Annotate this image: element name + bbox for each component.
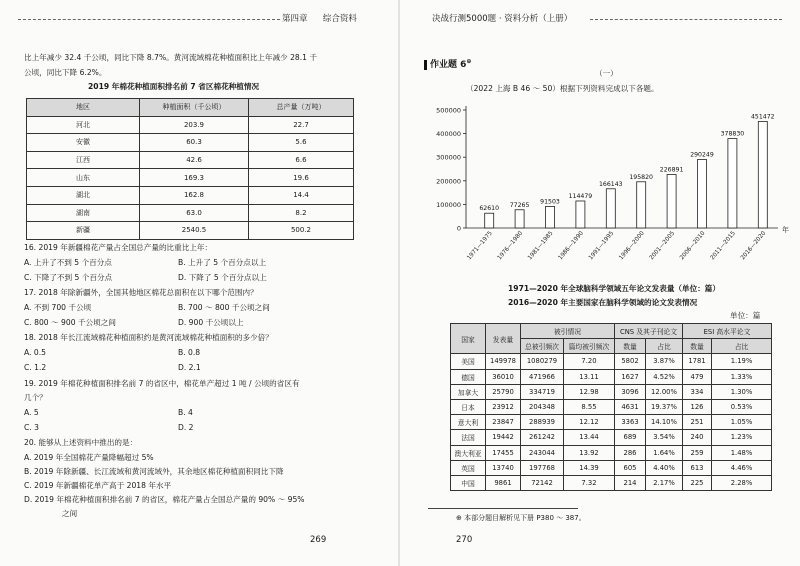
table-cell: 500.2	[249, 222, 354, 240]
table-cell: 19.37%	[646, 399, 683, 414]
q20-option-cont: 之间	[62, 509, 78, 518]
table-cell: 湖北	[27, 186, 140, 204]
table-cell: 安徽	[27, 134, 140, 152]
table-cell: 1080279	[521, 354, 564, 369]
x-tick-label: 2001—2005	[648, 230, 677, 262]
table-cell: 14.10%	[646, 415, 683, 430]
table-cell: 259	[683, 445, 712, 460]
table-row	[27, 151, 354, 169]
bar	[485, 213, 494, 228]
table-cell: 225	[683, 475, 712, 490]
table-cell: 5802	[615, 354, 646, 369]
col-header: 占比	[712, 339, 772, 354]
table-cell: 8.55	[564, 399, 615, 414]
table-cell: 1.33%	[712, 369, 772, 384]
table-cell: 14.39	[564, 460, 615, 475]
chart-caption: 1971—2020 年全球脑科学领域五年论文发表量（单位：篇）	[508, 284, 720, 293]
right-page	[400, 0, 800, 566]
table-row	[451, 369, 772, 384]
x-tick-label: 1971—1975	[466, 230, 494, 262]
table-cell: 3096	[615, 384, 646, 399]
x-tick-label: 1981—1985	[527, 230, 555, 262]
q20-option: A. 2019 年全国棉花产量降幅超过 5%	[24, 453, 154, 462]
footnote-mark: ⊕	[466, 58, 472, 65]
bar-value-label: 166143	[598, 180, 623, 188]
table-row	[27, 169, 354, 187]
table-cell: 2.17%	[646, 475, 683, 490]
table-cell: 3.87%	[646, 354, 683, 369]
q19-option: B. 4	[178, 408, 193, 417]
col-header: 地区	[27, 99, 140, 117]
section-title	[424, 56, 471, 71]
table-cell: 1.19%	[712, 354, 772, 369]
q17-stem: 17. 2018 年除新疆外，全国其他地区棉花总面积在以下哪个范围内？	[24, 288, 258, 297]
table-cell: 126	[683, 399, 712, 414]
table-row	[27, 116, 354, 134]
table-cell: 13.92	[564, 445, 615, 460]
country-table	[450, 323, 772, 491]
table-cell: 23847	[486, 415, 521, 430]
x-tick-label: 1976—1980	[496, 230, 525, 262]
col-header: 种植面积（千公顷）	[140, 99, 249, 117]
bar-value-label: 451472	[750, 113, 775, 121]
table-cell: 12.98	[564, 384, 615, 399]
table-header-row	[27, 99, 354, 117]
table-cell: 22.7	[249, 116, 354, 134]
table-cell: 江西	[27, 151, 140, 169]
table-row	[27, 204, 354, 222]
table-cell: 42.6	[140, 151, 249, 169]
table-row	[27, 134, 354, 152]
col-header: 数量	[683, 339, 712, 354]
table-cell: 4.46%	[712, 460, 772, 475]
table-cell: 德国	[451, 369, 486, 384]
q20-option: B. 2019 年除新疆、长江流域和黄河流域外，其余地区棉花种植面积同比下降	[24, 467, 284, 476]
footnote: ⊕ 本部分题目解析见下册 P380 ～ 387。	[456, 514, 586, 522]
table-cell: 13.11	[564, 369, 615, 384]
table-title: 2016—2020 年主要国家在脑科学领域的论文发表情况	[508, 298, 698, 307]
right-header: 决战行测5000题 · 资料分析（上册）	[432, 14, 573, 24]
section-bar-icon	[424, 60, 427, 70]
x-tick-label: 1991—1995	[588, 230, 616, 262]
table-cell: 3363	[615, 415, 646, 430]
col-header: 被引情况	[521, 324, 615, 339]
q16-option: D. 下降了 5 个百分点以上	[178, 273, 267, 282]
table-cell: 243044	[521, 445, 564, 460]
bar-value-label: 77265	[509, 201, 530, 209]
table-row	[451, 430, 772, 445]
paper-volume-chart	[400, 96, 800, 296]
table-cell: 19442	[486, 430, 521, 445]
table-cell: 605	[615, 460, 646, 475]
section-label: 综合资料	[322, 14, 357, 24]
section-title-text: 作业题 6	[430, 60, 467, 70]
table-cell: 471966	[521, 369, 564, 384]
bar-value-label: 91503	[540, 198, 560, 206]
table-cell: 湖南	[27, 204, 140, 222]
table-cell: 479	[683, 369, 712, 384]
table-cell: 英国	[451, 460, 486, 475]
header-rule	[590, 19, 782, 20]
table-cell: 334	[683, 384, 712, 399]
table-cell: 澳大利亚	[451, 445, 486, 460]
table-cell: 1781	[683, 354, 712, 369]
bar-value-label: 378830	[720, 130, 745, 138]
bar	[637, 182, 646, 228]
intro-line-2: 公顷，同比下降 6.2%。	[24, 68, 107, 77]
table-cell: 12.12	[564, 415, 615, 430]
y-tick-label: 300000	[436, 153, 461, 162]
col-header: ESI 高水平论文	[683, 324, 772, 339]
bar-value-label: 62610	[479, 205, 500, 213]
table-row	[451, 354, 772, 369]
q20-option: C. 2019 年新疆棉花单产高于 2018 年水平	[24, 481, 172, 490]
bar	[515, 210, 524, 228]
q18-option: D. 2.1	[178, 363, 201, 372]
table-cell: 7.20	[564, 354, 615, 369]
q19-option: D. 2	[178, 423, 194, 432]
q20-option: D. 2019 年棉花种植面积排名前 7 的省区，棉花产量占全国总产量的 90% ～ 95%	[24, 495, 305, 504]
table-cell: 1.64%	[646, 445, 683, 460]
table-cell: 2540.5	[140, 222, 249, 240]
table-cell: 新疆	[27, 222, 140, 240]
q19-stem: 19. 2019 年棉花种植面积排名前 7 的省区中，棉花单产超过 1 吨 / 公顷的省区有	[24, 379, 300, 388]
table-cell: 山东	[27, 169, 140, 187]
q17-option: D. 900 千公顷以上	[178, 318, 244, 327]
x-tick-label: 2006—2010	[679, 230, 707, 262]
table-cell: 13.44	[564, 430, 615, 445]
table-cell: 36010	[486, 369, 521, 384]
table-cell: 7.32	[564, 475, 615, 490]
table-cell: 1627	[615, 369, 646, 384]
q16-option: C. 下降了不到 5 个百分点	[24, 273, 113, 282]
table-cell: 149978	[486, 354, 521, 369]
header-rule	[18, 19, 280, 20]
q20-stem: 20. 能够从上述资料中推出的是：	[24, 438, 138, 447]
q19-option: A. 5	[24, 408, 39, 417]
q17-option: A. 不到 700 千公顷	[24, 303, 92, 312]
table-cell: 286	[615, 445, 646, 460]
table-cell: 251	[683, 415, 712, 430]
bar	[728, 139, 737, 228]
table-cell: 63.0	[140, 204, 249, 222]
table-row	[451, 475, 772, 490]
table-cell: 加拿大	[451, 384, 486, 399]
col-header: 占比	[646, 339, 683, 354]
table-cell: 162.8	[140, 186, 249, 204]
bar-value-label: 195820	[629, 173, 654, 181]
bar	[546, 206, 555, 228]
q18-option: B. 0.8	[178, 348, 201, 357]
y-tick-label: 0	[456, 224, 461, 233]
table-cell: 河北	[27, 116, 140, 134]
table-cell: 1.23%	[712, 430, 772, 445]
table-cell: 203.9	[140, 116, 249, 134]
table-row	[451, 415, 772, 430]
table-cell: 6.6	[249, 151, 354, 169]
q17-option: B. 700 ～ 800 千公顷之间	[178, 303, 270, 312]
unit-label: 单位：篇	[730, 311, 761, 320]
table-row	[451, 445, 772, 460]
bar	[576, 201, 585, 228]
table-cell: 3.54%	[646, 430, 683, 445]
col-header: 发表量	[486, 324, 521, 354]
table-cell: 日本	[451, 399, 486, 414]
table-cell: 689	[615, 430, 646, 445]
source-line: （2022 上海 B 46 ～ 50）根据下列资料完成以下各题。	[466, 84, 659, 93]
table-row	[27, 186, 354, 204]
table-cell: 意大利	[451, 415, 486, 430]
bar	[698, 160, 707, 228]
table-cell: 0.53%	[712, 399, 772, 414]
table-cell: 240	[683, 430, 712, 445]
q16-stem: 16. 2019 年新疆棉花产量占全国总产量的比重比上年：	[24, 243, 213, 252]
x-tick-label: 1996—2000	[618, 230, 646, 262]
y-tick-label: 400000	[436, 130, 461, 139]
table-cell: 1.05%	[712, 415, 772, 430]
table-cell: 60.3	[140, 134, 249, 152]
x-tick-label: 2016—2020	[740, 230, 768, 262]
footnote-rule	[428, 508, 578, 509]
table-cell: 中国	[451, 475, 486, 490]
bar-value-label: 226891	[659, 166, 684, 174]
q17-option: C. 800 ～ 900 千公顷之间	[24, 318, 116, 327]
table-cell: 4631	[615, 399, 646, 414]
chapter-label: 第四章	[282, 14, 308, 24]
table-cell: 169.3	[140, 169, 249, 187]
table-cell: 261242	[521, 430, 564, 445]
q18-option: C. 1.2	[24, 363, 47, 372]
y-tick-label: 200000	[436, 177, 461, 186]
col-header: 篇均被引频次	[564, 339, 615, 354]
table-cell: 14.4	[249, 186, 354, 204]
table-cell: 1.48%	[712, 445, 772, 460]
table-cell: 法国	[451, 430, 486, 445]
q19-option: C. 3	[24, 423, 39, 432]
table-cell: 334719	[521, 384, 564, 399]
q16-option: B. 上升了 5 个百分点以上	[178, 258, 267, 267]
x-tick-label: 2011—2015	[709, 230, 737, 262]
table-cell: 4.40%	[646, 460, 683, 475]
bar-value-label: 114479	[568, 192, 593, 200]
page-number: 269	[310, 535, 327, 545]
y-tick-label: 100000	[436, 200, 461, 209]
table-cell: 613	[683, 460, 712, 475]
bar	[667, 174, 676, 228]
table-cell: 美国	[451, 354, 486, 369]
table-cell: 23912	[486, 399, 521, 414]
table-cell: 197768	[521, 460, 564, 475]
col-header: 国家	[451, 324, 486, 354]
page-number: 270	[456, 535, 473, 545]
subsection-title: （一）	[595, 69, 618, 78]
table-cell: 8.2	[249, 204, 354, 222]
x-axis-label: 年	[782, 226, 789, 234]
y-tick-label: 500000	[436, 106, 461, 115]
q18-option: A. 0.5	[24, 348, 46, 357]
col-header: 总被引频次	[521, 339, 564, 354]
q18-stem: 18. 2018 年长江流域棉花种植面积约是黄河流域棉花种植面积的多少倍？	[24, 333, 273, 342]
table-title: 2019 年棉花种植面积排名前 7 省区棉花种植情况	[88, 82, 260, 91]
table-cell: 72142	[521, 475, 564, 490]
bar	[606, 189, 615, 228]
table-cell: 1.30%	[712, 384, 772, 399]
table-cell: 13740	[486, 460, 521, 475]
table-cell: 2.28%	[712, 475, 772, 490]
table-cell: 5.6	[249, 134, 354, 152]
table-row	[451, 399, 772, 414]
q16-option: A. 上升了不到 5 个百分点	[24, 258, 112, 267]
col-header: 总产量（万吨）	[249, 99, 354, 117]
x-tick-label: 1986—1990	[557, 230, 585, 262]
bar-value-label: 290249	[690, 151, 714, 159]
table-row	[27, 222, 354, 240]
col-header: 数量	[615, 339, 646, 354]
q19-stem-cont: 几个？	[24, 393, 47, 402]
table-row	[451, 384, 772, 399]
table-cell: 19.6	[249, 169, 354, 187]
table-cell: 17455	[486, 445, 521, 460]
intro-line-1: 比上年减少 32.4 千公顷，同比下降 8.7%。黄河流域棉花种植面积比上年减少 28.1 千	[24, 53, 317, 62]
table-cell: 214	[615, 475, 646, 490]
table-cell: 25790	[486, 384, 521, 399]
table-cell: 288939	[521, 415, 564, 430]
table-cell: 204348	[521, 399, 564, 414]
table-cell: 12.00%	[646, 384, 683, 399]
col-header: CNS 及其子刊论文	[615, 324, 683, 339]
table-row	[451, 460, 772, 475]
table-cell: 4.52%	[646, 369, 683, 384]
left-header	[282, 12, 357, 24]
cotton-table	[26, 98, 354, 240]
bar	[758, 121, 767, 228]
table-cell: 9861	[486, 475, 521, 490]
